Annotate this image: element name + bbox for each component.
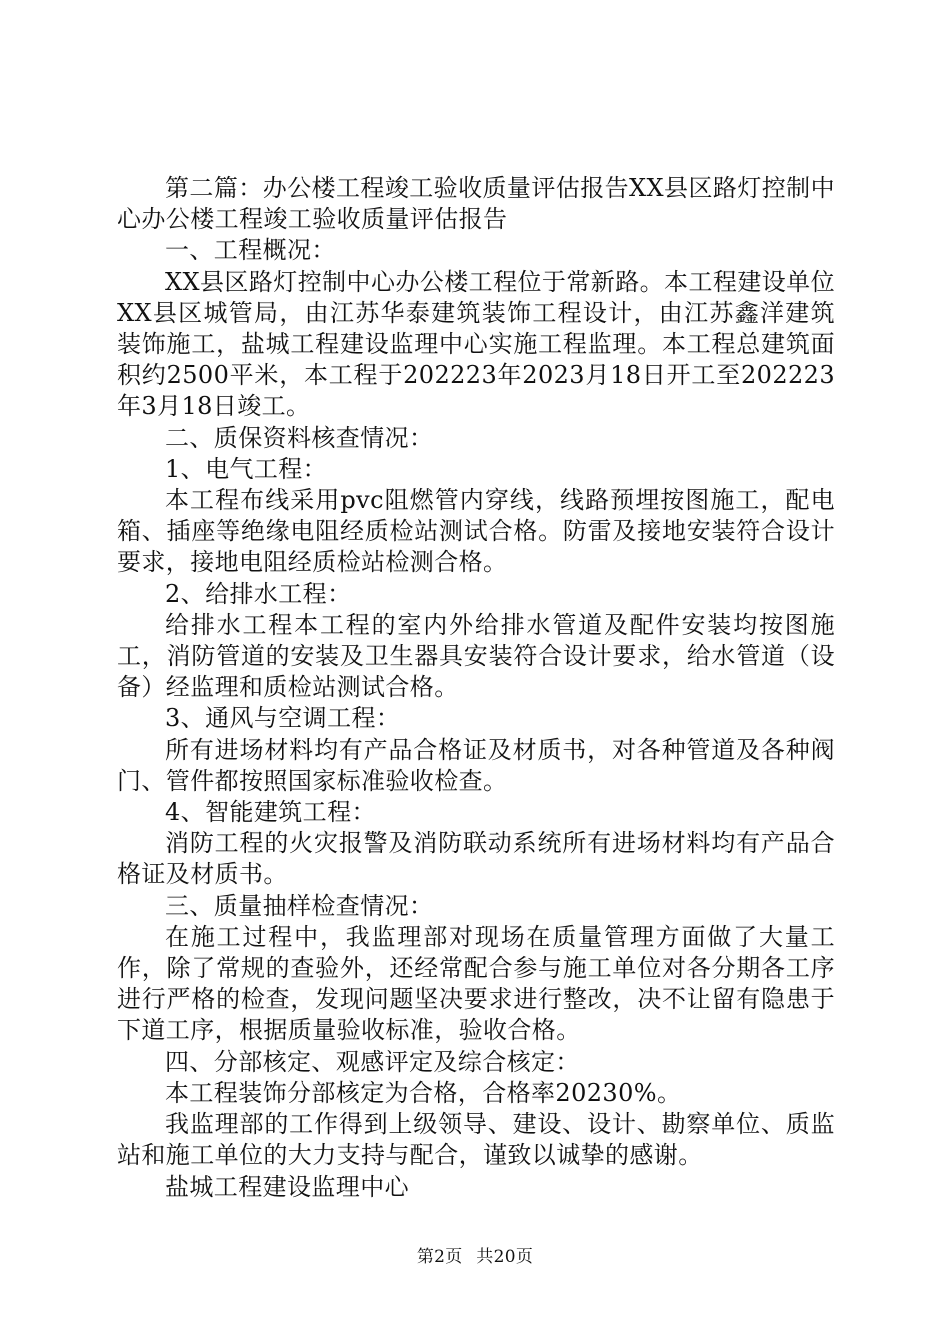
section-heading-sampling: 三、质量抽样检查情况： [165,891,434,920]
paragraph-acknowledgement: 我监理部的工作得到上级领导、建设、设计、勘察单位、质监站和施工单位的大力支持与配合，谨致以诚挚的感谢。 [117,1110,835,1170]
subheading-electrical: 1、电气工程： [165,454,328,483]
page-footer [0,1242,950,1267]
subheading-intelligent-building: 4、智能建筑工程： [165,798,376,827]
document-title-paragraph: 第二篇：办公楼工程竣工验收质量评估报告XX县区路灯控制中心办公楼工程竣工验收质量评估报告 [117,174,835,234]
section-heading-quality-docs: 二、质保资料核查情况： [165,423,434,452]
page-number: 第2页 [416,1247,463,1267]
signature-organization: 盐城工程建设监理中心 [165,1172,409,1201]
paragraph-plumbing: 给排水工程本工程的室内外给排水管道及配件安装均按图施工，消防管道的安装及卫生器具安装符合设计要求，给水管道（设备）经监理和质检站测试合格。 [117,610,835,702]
subheading-hvac: 3、通风与空调工程： [165,704,401,733]
subheading-plumbing: 2、给排水工程： [165,579,352,608]
paragraph-hvac: 所有进场材料均有产品合格证及材质书，对各种管道及各种阀门、管件都按照国家标准验收检查。 [117,735,835,795]
section-heading-overview: 一、工程概况： [165,236,336,265]
paragraph-electrical: 本工程布线采用pvc阻燃管内穿线，线路预埋按图施工，配电箱、插座等绝缘电阻经质检站测试合格。防雷及接地安装符合设计要求，接地电阻经质检站检测合格。 [117,486,835,577]
paragraph-overview: XX县区路灯控制中心办公楼工程位于常新路。本工程建设单位XX县区城管局，由江苏华泰建筑装饰工程设计，由江苏鑫洋建筑装饰施工，盐城工程建设监理中心实施工程监理。本工程总建筑面积约2500平米，本工程于202223年2023月18日开工至202223年3月18日竣工。 [117,267,835,421]
paragraph-sampling: 在施工过程中，我监理部对现场在质量管理方面做了大量工作，除了常规的查验外，还经常配合参与施工单位对各分期各工序进行严格的检查，发现问题坚决要求进行整改，决不让留有隐患于下道工序，根据质量验收标准，验收合格。 [117,922,835,1045]
document-body [117,173,835,1203]
page-total: 共20页 [476,1247,534,1267]
paragraph-assessment-result: 本工程装饰分部核定为合格，合格率20230%。 [165,1078,682,1107]
section-heading-assessment: 四、分部核定、观感评定及综合核定： [165,1047,580,1076]
paragraph-intelligent-building: 消防工程的火灾报警及消防联动系统所有进场材料均有产品合格证及材质书。 [117,829,835,889]
